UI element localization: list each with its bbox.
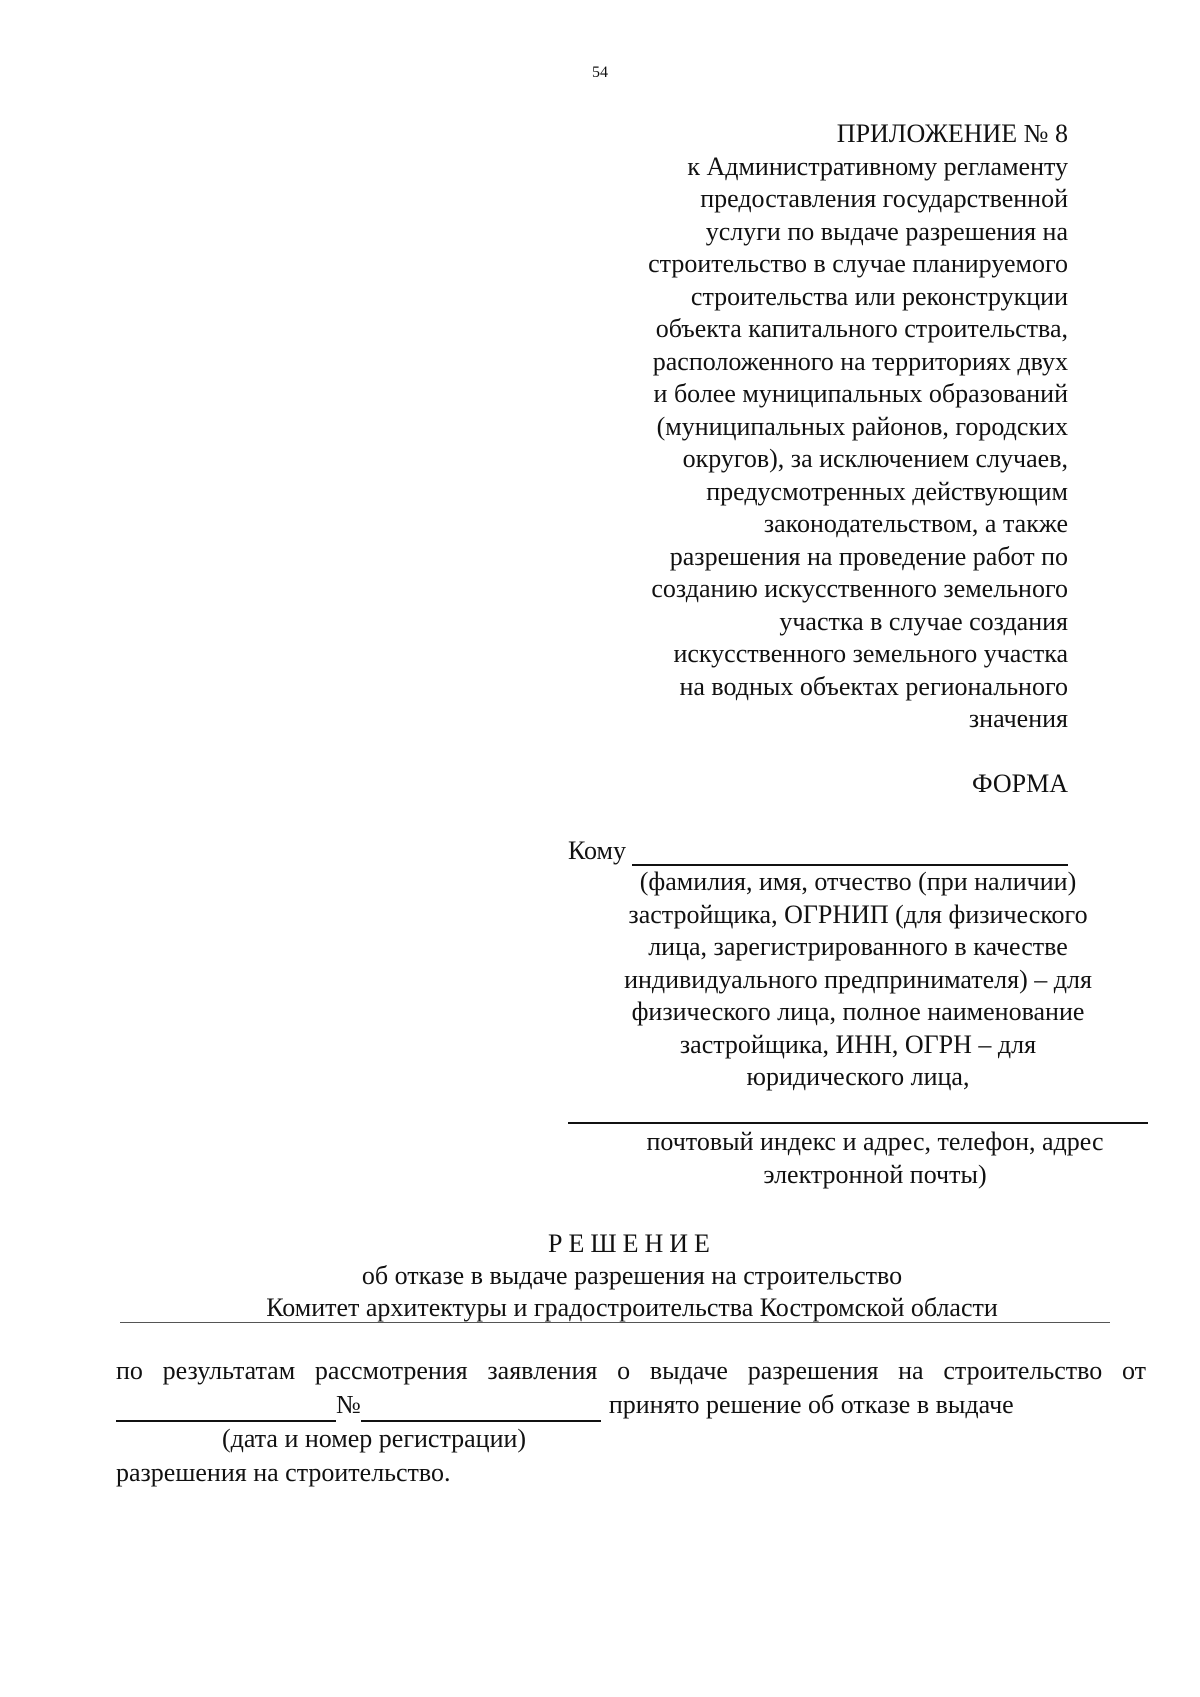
recipient-hint	[608, 866, 1108, 1094]
recipient-hint-line: застройщика, ОГРНИП (для физического	[628, 899, 1088, 929]
decision-body	[116, 1354, 1146, 1490]
body-word: строительство	[943, 1356, 1103, 1385]
recipient-hint-line: лица, зарегистрированного в качестве	[648, 932, 1068, 961]
body-line-2-text: принято решение об отказе в выдаче	[608, 1390, 1014, 1419]
decision-subtitle: об отказе в выдаче разрешения на строительство	[361, 1261, 903, 1290]
body-word: о	[617, 1356, 631, 1385]
address-hint-line: электронной почты)	[763, 1159, 987, 1189]
recipient-hint-line: застройщика, ИНН, ОГРН – для	[679, 1029, 1037, 1059]
recipient-hint-line: (фамилия, имя, отчество (при наличии)	[639, 867, 1077, 896]
appendix-line: предоставления государственной	[700, 184, 1068, 213]
body-word: от	[1121, 1356, 1146, 1385]
appendix-line: искусственного земельного участка	[673, 639, 1068, 668]
appendix-line: (муниципальных районов, городских	[656, 411, 1068, 441]
date-field[interactable]	[116, 1394, 336, 1422]
appendix-line: строительство в случае планируемого	[648, 249, 1068, 278]
registration-number-field[interactable]	[361, 1394, 601, 1422]
body-word: результатам	[162, 1356, 296, 1385]
body-word: рассмотрения	[314, 1356, 468, 1385]
body-line-2	[116, 1388, 1146, 1422]
body-word: на	[898, 1356, 924, 1385]
authority-name: Комитет архитектуры и градостроительства Костромской области	[266, 1293, 998, 1322]
form-label: ФОРМА	[972, 769, 1068, 798]
body-line-final: разрешения на строительство.	[116, 1458, 451, 1487]
appendix-line: созданию искусственного земельного	[651, 574, 1068, 603]
appendix-line: и более муниципальных образований	[653, 379, 1068, 408]
appendix-line: предусмотренных действующим	[706, 476, 1068, 506]
appendix-title: ПРИЛОЖЕНИЕ № 8	[836, 119, 1068, 148]
appendix-line: расположенного на территориях двух	[652, 346, 1068, 376]
appendix-line: значения	[968, 704, 1068, 733]
appendix-line: к Административному регламенту	[687, 151, 1068, 181]
appendix-line: на водных объектах регионального	[679, 671, 1068, 701]
page-number: 54	[592, 64, 608, 81]
appendix-line: законодательством, а также	[763, 509, 1068, 538]
appendix-line: разрешения на проведение работ по	[669, 541, 1068, 571]
authority-underline	[120, 1322, 1110, 1323]
appendix-line: участка в случае создания	[779, 606, 1068, 636]
body-word: разрешения	[747, 1356, 879, 1385]
decision-title: РЕШЕНИЕ	[548, 1229, 716, 1258]
address-hint	[600, 1126, 1150, 1191]
recipient-label: Кому	[568, 836, 627, 865]
body-word: заявления	[487, 1356, 598, 1385]
appendix-line: объекта капитального строительства,	[655, 314, 1068, 343]
registration-hint: (дата и номер регистрации)	[222, 1424, 527, 1453]
appendix-line: услуги по выдаче разрешения на	[705, 216, 1068, 246]
number-sign: №	[336, 1390, 361, 1419]
address-hint-line: почтовый индекс и адрес, телефон, адрес	[646, 1127, 1104, 1156]
recipient-hint-line: физического лица, полное наименование	[631, 997, 1085, 1026]
appendix-line: округов), за исключением случаев,	[682, 444, 1068, 473]
body-word: по	[116, 1356, 143, 1385]
body-word: выдаче	[649, 1356, 728, 1385]
recipient-hint-line: индивидуального предпринимателя) – для	[624, 964, 1092, 994]
address-field[interactable]	[568, 1122, 1148, 1124]
body-line-1	[116, 1354, 1146, 1388]
appendix-line: строительства или реконструкции	[690, 281, 1068, 311]
recipient-block	[568, 834, 1092, 1094]
appendix-header	[468, 118, 1068, 736]
recipient-field[interactable]	[632, 840, 1068, 866]
recipient-hint-line: юридического лица,	[746, 1062, 970, 1091]
recipient-row	[568, 834, 1068, 866]
